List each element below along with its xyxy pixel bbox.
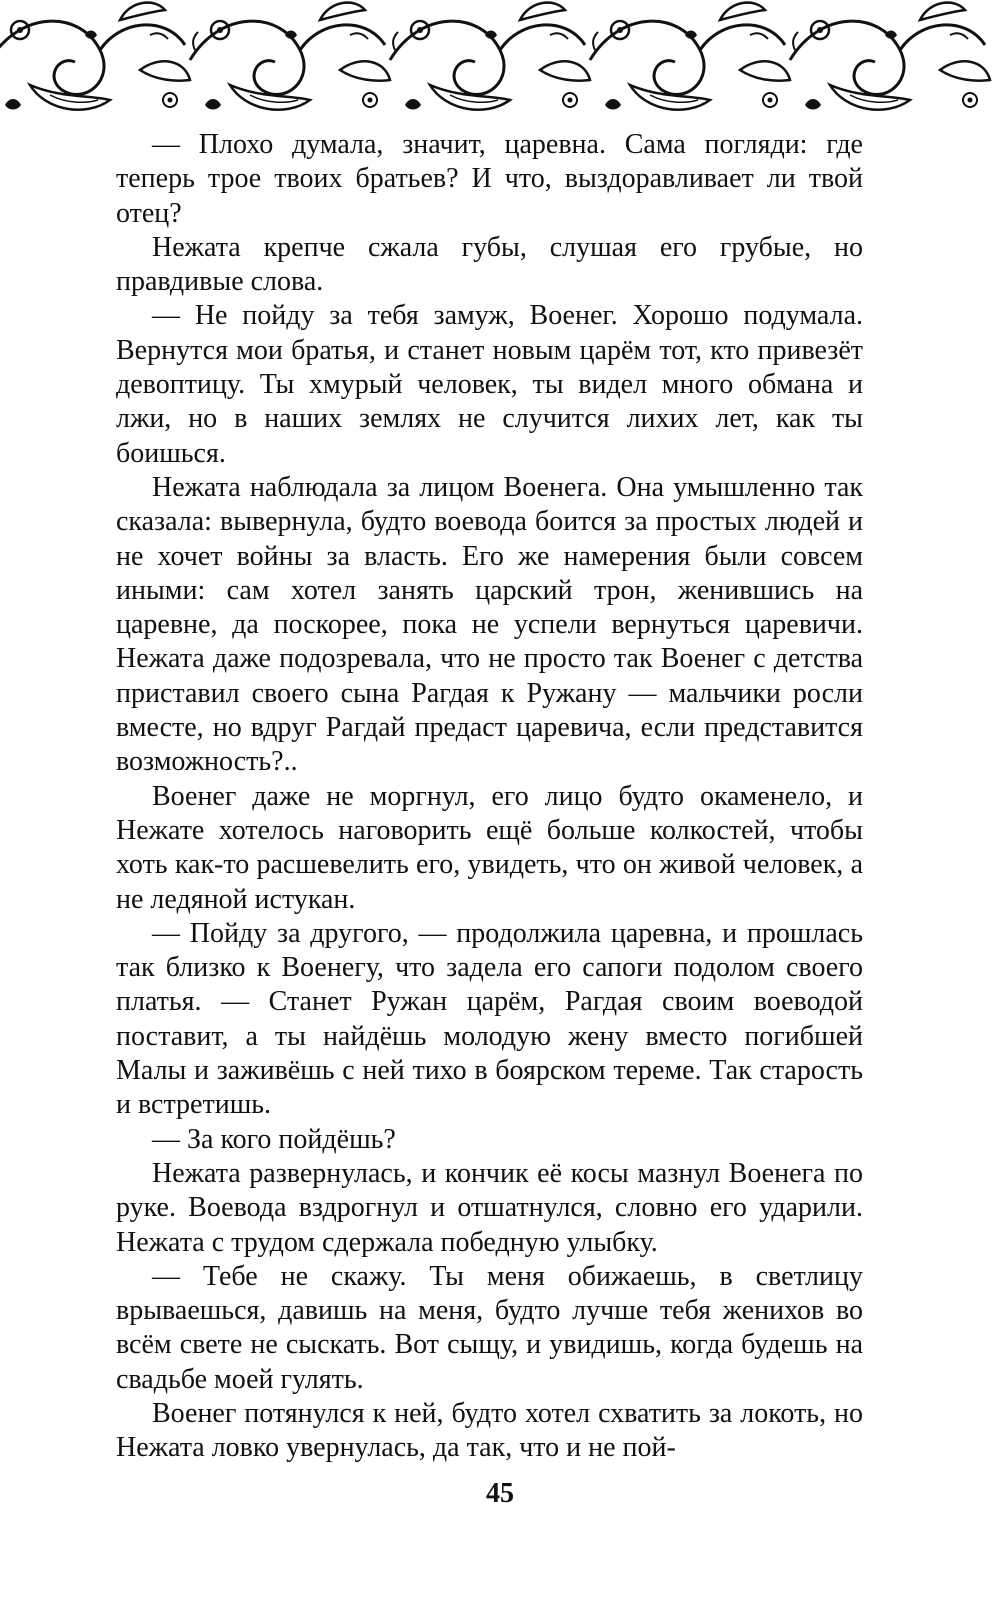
body-text (116, 128, 863, 1466)
paragraph-7: — За кого пойдёшь? (152, 1123, 396, 1155)
paragraph-6: — Пойду за другого, — продолжила царевна, и прошлась так близко к Военегу, что задела его сапоги подолом своего платья. — Станет Ружан царём, Рагдая своим воеводой поставит, а ты найдёшь молодую жену вместо погибшей Малы и заживёшь с ней тихо в боярском тереме. Так старость и встретишь. (116, 917, 863, 1121)
paragraph-3: — Не пойду за тебя замуж, Военег. Хорошо подумала. Вернутся мои братья, и станет новым царём тот, кто привезёт девоптицу. Ты хмурый человек, ты видел много обмана и лжи, но в наших землях не случится лихих лет, как ты боишься. (116, 300, 863, 469)
paragraph-5: Военег даже не моргнул, его лицо будто окаменело, и Нежате хотелось наговорить ещё больше колкостей, чтобы хоть как-то расшевелить его, увидеть, что он живой человек, а не ледяной истукан. (116, 780, 863, 915)
paragraph-1: — Плохо думала, значит, царевна. Сама погляди: где теперь трое твоих братьев? И что, выздоравливает ли твой отец? (116, 129, 863, 229)
paragraph-2: Нежата крепче сжала губы, слушая его грубые, но правдивые слова. (116, 231, 863, 298)
paragraph-4: Нежата наблюдала за лицом Военега. Она умышленно так сказала: вывернула, будто воевода боится за простых людей и не хочет войны за власть. Его же намерения были совсем иными: сам хотел занять царский трон, женившись на царевне, да поскорее, пока не успели вернуться царевичи. Нежата даже подозревала, что не просто так Военег с детства приставил своего сына Рагдая к Ружану — мальчики росли вместе, но вдруг Рагдай предаст царевича, если представится возможность?.. (116, 471, 863, 778)
floral-ornament-icon (0, 0, 1000, 122)
page-number: 45 (486, 1478, 514, 1509)
paragraph-10: Военег потянулся к ней, будто хотел схватить за локоть, но Нежата ловко увернулась, да так, что и не пой- (116, 1397, 863, 1464)
paragraph-8: Нежата развернулась, и кончик её косы мазнул Военега по руке. Воевода вздрогнул и отшатнулся, словно его ударили. Нежата с трудом сдержала победную улыбку. (116, 1157, 863, 1258)
paragraph-9: — Тебе не скажу. Ты меня обижаешь, в светлицу врываешься, давишь на меня, будто лучше тебя женихов во всём свете не сыскать. Вот сыщу, и увидишь, когда будешь на свадьбе моей гулять. (116, 1260, 863, 1395)
